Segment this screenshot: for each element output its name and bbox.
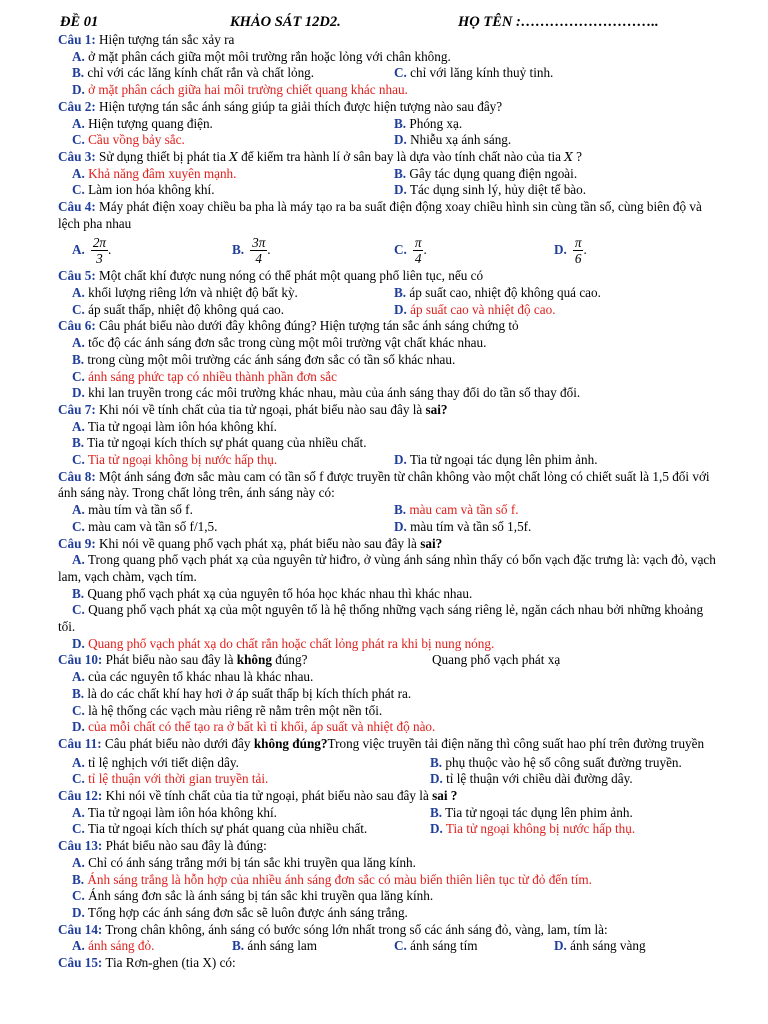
option-c: C. Ánh sáng đơn sắc là ánh sáng bị tán sắc khi truyền qua lăng kính. (72, 888, 434, 904)
exam-page (58, 14, 718, 972)
question-number: Câu 1: (58, 32, 96, 47)
option-a: A. Tia tử ngoại làm iôn hóa không khí. (72, 804, 277, 820)
option-b: B. phụ thuộc vào hệ số công suất đường truyền. (430, 754, 682, 770)
question-1 (58, 32, 718, 99)
option-c: C. Cầu vồng bảy sắc. (72, 132, 185, 148)
option-c: C. là hệ thống các vạch màu riêng rẽ nằm trên một nền tối. (72, 702, 383, 718)
option-b: B. $\frac{3\pi}{4}$ . (232, 234, 271, 266)
question-12: Câu 12: Khi nói về tính chất của tia tử ngoại, phát biểu nào sau đây là sai ? A. Tia tử ngoại làm iôn hóa không khí. B. Tia tử ngoại tác dụng lên phim ảnh. C. Tia tử ngoại kích thích sự phát quang của nhiều chất. D. Tia tử ngoại không bị nước hấp thụ. (58, 788, 636, 837)
option-d: D. $\frac{\pi}{6}$ . (554, 234, 587, 266)
option-c: C. màu cam và tần số f/1,5. (72, 518, 218, 534)
option-b: B. là do các chất khí hay hơi ở áp suất thấp bị kích thích phát ra. (72, 685, 412, 701)
option-a: A. Hiện tượng quang điện. (72, 115, 213, 131)
option-d: D. Tia tử ngoại tác dụng lên phim ảnh. (394, 452, 598, 468)
question-4: Câu 4: Máy phát điện xoay chiều ba pha là máy tạo ra ba suất điện động xoay chiều hình sin cùng tần số, cùng biên độ và lệch pha nhau A. $\frac{2\pi}{3}$ . B. $\frac{3\pi}{4}$ . C. $\frac{\pi}{4}$ . D. $\frac{\pi}{6}$ . (58, 199, 718, 268)
option-d: D. Quang phổ vạch phát xạ do chất rắn hoặc chất lỏng phát ra khi bị nung nóng. (72, 635, 495, 651)
option-a: A. $\frac{2\pi}{3}$ . (72, 234, 112, 266)
option-b: B. Quang phổ vạch phát xạ của nguyên tố hóa học khác nhau thì khác nhau. (72, 585, 473, 601)
question-6: Câu 6: Câu phát biểu nào dưới đây không đúng? Hiện tượng tán sắc ánh sáng chứng tỏ A. tốc độ các ánh sáng đơn sắc trong cùng một môi trường vật chất khác nhau. B. trong cùng một môi trường các ánh sáng đơn sắc có tần số khác nhau. C. ánh sáng phức tạp có nhiều thành phần đơn sắc D. khi lan truyền trong các môi trường khác nhau, màu của ánh sáng thay đổi do tần số thay đổi. (58, 318, 718, 402)
student-name-field: HỌ TÊN :……………………….. (458, 14, 659, 30)
option-d: D. Nhiễu xạ ánh sáng. (394, 132, 512, 148)
option-b: B. trong cùng một môi trường các ánh sáng đơn sắc có tần số khác nhau. (72, 351, 456, 367)
option-d: D. ở mặt phân cách giữa hai môi trường chiết quang khác nhau. (72, 82, 408, 98)
option-b: B. Ánh sáng trắng là hỗn hợp của nhiều ánh sáng đơn sắc có màu biến thiên liên tục từ đỏ đến tím. (72, 871, 592, 887)
option-a: A. khối lượng riêng lớn và nhiệt độ bất kỳ. (72, 285, 298, 301)
option-d: D. khi lan truyền trong các môi trường khác nhau, màu của ánh sáng thay đổi do tần số thay đổi. (72, 385, 581, 401)
option-a: A. Trong quang phổ vạch phát xạ của nguyên tử hiđro, ở vùng ánh sáng nhìn thấy có bốn vạch đặc trưng là: vạch đỏ, vạch lam, vạch chàm, vạch tím. (58, 552, 716, 584)
question-15: Câu 15: Tia Rơn-ghen (tia X) có: (58, 955, 236, 971)
question-14: Câu 14: Trong chân không, ánh sáng có bước sóng lớn nhất trong số các ánh sáng đỏ, vàng, lam, tím là: A. ánh sáng đỏ. B. ánh sáng lam C. ánh sáng tím D. ánh sáng vàng (58, 921, 646, 954)
question-11: Câu 11: Câu phát biểu nào dưới đây không đúng?Trong việc truyền tải điện năng thì công suất hao phí trên đường truyền A. tỉ lệ nghịch với tiết diện dây. B. phụ thuộc vào hệ số công suất đường truyền. C. tỉ lệ thuận với thời gian truyền tải. D. tỉ lệ thuận với chiều dài đường dây. (58, 735, 705, 787)
question-5: Câu 5: Một chất khí được nung nóng có thể phát một quang phổ liên tục, nếu có A. khối lượng riêng lớn và nhiệt độ bất kỳ. B. áp suất cao, nhiệt độ không quá cao. C. áp suất thấp, nhiệt độ không quá cao. D. áp suất cao và nhiệt độ cao. (58, 268, 601, 317)
option-c: C. áp suất thấp, nhiệt độ không quá cao. (72, 301, 285, 317)
option-a: A. của các nguyên tố khác nhau là khác nhau. (72, 669, 314, 685)
option-c: C. Làm ion hóa không khí. (72, 182, 215, 198)
option-b: B. Tia tử ngoại tác dụng lên phim ảnh. (430, 804, 633, 820)
question-7: Câu 7: Khi nói về tính chất của tia tử ngoại, phát biểu nào sau đây là sai? A. Tia tử ngoại làm iôn hóa không khí. B. Tia tử ngoại kích thích sự phát quang của nhiều chất. C. Tia tử ngoại không bị nước hấp thụ. D. Tia tử ngoại tác dụng lên phim ảnh. (58, 402, 718, 469)
option-c: C. Tia tử ngoại kích thích sự phát quang của nhiều chất. (72, 821, 368, 837)
option-c: C. ánh sáng phức tạp có nhiều thành phần đơn sắc (72, 368, 337, 384)
option-a: A. màu tím và tần số f. (72, 502, 193, 518)
exam-header (58, 14, 718, 32)
option-b: B. áp suất cao, nhiệt độ không quá cao. (394, 285, 601, 301)
exam-title: KHẢO SÁT 12D2. (230, 14, 341, 30)
option-c: C. chỉ với lăng kính thuỷ tinh. (394, 65, 554, 81)
option-a: A. Chỉ có ánh sáng trắng mới bị tán sắc khi truyền qua lăng kính. (72, 854, 416, 870)
fraction: $\frac{\pi}{4}$ (414, 234, 422, 266)
question-9: Câu 9: Khi nói về quang phổ vạch phát xạ, phát biểu nào sau đây là sai? A. Trong quang phổ vạch phát xạ của nguyên tử hiđro, ở vùng ánh sáng nhìn thấy có bốn vạch đặc trưng là: vạch đỏ, vạch lam, vạch chàm, vạch tím. B. Quang phổ vạch phát xạ của nguyên tố hóa học khác nhau thì khác nhau. C. Quang phổ vạch phát xạ của một nguyên tố là hệ thống những vạch sáng riêng lẻ, ngăn cách nhau bởi những khoảng tối. D. Quang phổ vạch phát xạ do chất rắn hoặc chất lỏng phát ra khi bị nung nóng. (58, 536, 718, 653)
question-2: Câu 2: Hiện tượng tán sắc ánh sáng giúp ta giải thích được hiện tượng nào sau đây? A. Hiện tượng quang điện. B. Phóng xạ. C. Cầu vồng bảy sắc. D. Nhiễu xạ ánh sáng. (58, 98, 512, 148)
option-d: D. ánh sáng vàng (554, 938, 646, 954)
option-d: D. của mỗi chất có thể tạo ra ở bất kì tỉ khối, áp suất và nhiệt độ nào. (72, 719, 436, 735)
option-b: B. màu cam và tần số f. (394, 502, 519, 518)
option-a: A. Tia tử ngoại làm iôn hóa không khí. (72, 418, 277, 434)
option-d: D. Tác dụng sinh lý, hủy diệt tế bào. (394, 182, 587, 198)
option-d: D. tỉ lệ thuận với chiều dài đường dây. (430, 771, 633, 787)
option-a: A. Khả năng đâm xuyên mạnh. (72, 165, 237, 181)
option-a: A. ở mặt phân cách giữa một môi trường rắn hoặc lỏng với chân không. (72, 48, 451, 64)
option-b: B. Phóng xạ. (394, 115, 463, 131)
question-text: Hiện tượng tán sắc xảy ra (99, 32, 235, 47)
fraction: $\frac{\pi}{6}$ (574, 234, 582, 266)
fraction: $\frac{3\pi}{4}$ (252, 234, 266, 266)
option-d: D. Tia tử ngoại không bị nước hấp thụ. (430, 821, 636, 837)
option-d: D. màu tím và tần số 1,5f. (394, 518, 532, 534)
question-10: Câu 10: Phát biểu nào sau đây là không đúng? Quang phổ vạch phát xạ A. của các nguyên tố khác nhau là khác nhau. B. là do các chất khí hay hơi ở áp suất thấp bị kích thích phát ra. C. là hệ thống các vạch màu riêng rẽ nằm trên một nền tối. D. của mỗi chất có thể tạo ra ở bất kì tỉ khối, áp suất và nhiệt độ nào. (58, 652, 718, 736)
option-b: B. Gây tác dụng quang điện ngoài. (394, 165, 578, 181)
option-c: C. Tia tử ngoại không bị nước hấp thụ. (72, 452, 278, 468)
option-b: B. chỉ với các lăng kính chất rắn và chất lỏng. (72, 65, 315, 81)
question-lead: Quang phổ vạch phát xạ (432, 652, 561, 668)
option-d: D. Tổng hợp các ánh sáng đơn sắc sẽ luôn được ánh sáng trắng. (72, 904, 408, 920)
option-c: C. $\frac{\pi}{4}$ . (394, 234, 427, 266)
question-8: Câu 8: Một ánh sáng đơn sắc màu cam có tần số f được truyền từ chân không vào một chất lỏng có chiết suất là 1,5 đối với ánh sáng này. Trong chất lỏng trên, ánh sáng này có: A. màu tím và tần số f. B. màu cam và tần số f. C. màu cam và tần số f/1,5. D. màu tím và tần số 1,5f. (58, 468, 710, 534)
question-3: Câu 3: Sử dụng thiết bị phát tia X để kiểm tra hành lí ở sân bay là dựa vào tính chất nào của tia X ? A. Khả năng đâm xuyên mạnh. B. Gây tác dụng quang điện ngoài. C. Làm ion hóa không khí. D. Tác dụng sinh lý, hủy diệt tế bào. (58, 148, 587, 198)
option-c: C. tỉ lệ thuận với thời gian truyền tải. (72, 771, 269, 787)
question-13: Câu 13: Phát biểu nào sau đây là đúng: A. Chỉ có ánh sáng trắng mới bị tán sắc khi truyền qua lăng kính. B. Ánh sáng trắng là hỗn hợp của nhiều ánh sáng đơn sắc có màu biến thiên liên tục từ đỏ đến tím. C. Ánh sáng đơn sắc là ánh sáng bị tán sắc khi truyền qua lăng kính. D. Tổng hợp các ánh sáng đơn sắc sẽ luôn được ánh sáng trắng. (58, 838, 718, 922)
option-b: B. ánh sáng lam (232, 938, 317, 954)
option-d: D. áp suất cao và nhiệt độ cao. (394, 301, 556, 317)
fraction: $\frac{2\pi}{3}$ (92, 234, 107, 266)
math-variable: X (229, 149, 238, 164)
exam-code: ĐỀ 01 (60, 14, 99, 30)
option-a: A. tốc độ các ánh sáng đơn sắc trong cùng một môi trường vật chất khác nhau. (72, 335, 487, 351)
option-a: A. ánh sáng đỏ. (72, 938, 155, 954)
option-a: A. tỉ lệ nghịch với tiết diện dây. (72, 754, 239, 770)
option-c: C. Quang phổ vạch phát xạ của một nguyên tố là hệ thống những vạch sáng riêng lẻ, ngăn cách nhau bởi những khoảng tối. (58, 602, 704, 635)
option-c: C. ánh sáng tím (394, 938, 478, 954)
option-b: B. Tia tử ngoại kích thích sự phát quang của nhiều chất. (72, 435, 367, 451)
